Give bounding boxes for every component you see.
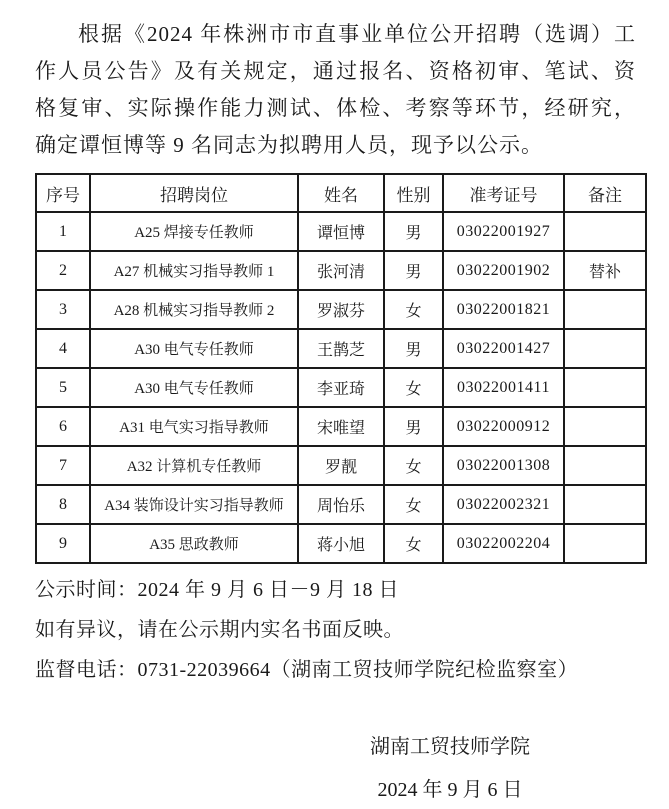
cell-gender: 男 bbox=[384, 329, 443, 368]
cell-seq: 5 bbox=[36, 368, 90, 407]
publicity-period-line: 公示时间：2024 年 9 月 6 日－9 月 18 日 bbox=[35, 579, 399, 601]
table-row bbox=[36, 251, 646, 290]
cell-position: A30 电气专任教师 bbox=[90, 368, 298, 407]
column-header: 姓名 bbox=[298, 174, 384, 212]
signature-block bbox=[0, 732, 669, 805]
table-row bbox=[36, 329, 646, 368]
cell-name: 谭恒博 bbox=[298, 212, 384, 251]
cell-ticket-no: 03022001411 bbox=[443, 368, 564, 407]
table-row bbox=[36, 446, 646, 485]
cell-gender: 女 bbox=[384, 485, 443, 524]
cell-ticket-no: 03022002321 bbox=[443, 485, 564, 524]
cell-seq: 7 bbox=[36, 446, 90, 485]
cell-position: A32 计算机专任教师 bbox=[90, 446, 298, 485]
table-header-row bbox=[36, 174, 646, 212]
cell-remark bbox=[564, 212, 646, 251]
column-header: 招聘岗位 bbox=[90, 174, 298, 212]
cell-seq: 4 bbox=[36, 329, 90, 368]
cell-seq: 9 bbox=[36, 524, 90, 563]
cell-name: 李亚琦 bbox=[298, 368, 384, 407]
cell-position: A35 思政教师 bbox=[90, 524, 298, 563]
cell-ticket-no: 03022001308 bbox=[443, 446, 564, 485]
announcement-notes bbox=[35, 570, 669, 690]
cell-remark bbox=[564, 368, 646, 407]
table-row bbox=[36, 524, 646, 563]
cell-remark: 替补 bbox=[564, 251, 646, 290]
cell-ticket-no: 03022001821 bbox=[443, 290, 564, 329]
cell-seq: 1 bbox=[36, 212, 90, 251]
preamble-line: 根据《2024 年株洲市市直事业单位公开招聘（选调）工 bbox=[78, 22, 636, 46]
cell-seq: 6 bbox=[36, 407, 90, 446]
announcement-preamble bbox=[35, 16, 636, 164]
column-header: 备注 bbox=[564, 174, 646, 212]
cell-gender: 男 bbox=[384, 407, 443, 446]
cell-seq: 2 bbox=[36, 251, 90, 290]
column-header: 序号 bbox=[36, 174, 90, 212]
signature-organization: 湖南工贸技师学院 bbox=[370, 736, 530, 758]
cell-remark bbox=[564, 524, 646, 563]
cell-name: 宋唯望 bbox=[298, 407, 384, 446]
cell-position: A31 电气实习指导教师 bbox=[90, 407, 298, 446]
cell-gender: 女 bbox=[384, 368, 443, 407]
signature-date: 2024 年 9 月 6 日 bbox=[377, 779, 523, 801]
preamble-line: 格复审、实际操作能力测试、体检、考察等环节，经研究， bbox=[35, 96, 636, 120]
candidate-roster-table bbox=[35, 173, 647, 564]
table-row bbox=[36, 407, 646, 446]
column-header: 准考证号 bbox=[443, 174, 564, 212]
table-row bbox=[36, 290, 646, 329]
table-body bbox=[36, 212, 646, 563]
cell-remark bbox=[564, 485, 646, 524]
preamble-line: 作人员公告》及有关规定，通过报名、资格初审、笔试、资 bbox=[35, 59, 636, 83]
table-row bbox=[36, 485, 646, 524]
cell-position: A34 装饰设计实习指导教师 bbox=[90, 485, 298, 524]
cell-gender: 男 bbox=[384, 251, 443, 290]
cell-gender: 男 bbox=[384, 212, 443, 251]
column-header: 性别 bbox=[384, 174, 443, 212]
cell-remark bbox=[564, 290, 646, 329]
cell-name: 周怡乐 bbox=[298, 485, 384, 524]
cell-remark bbox=[564, 407, 646, 446]
cell-position: A30 电气专任教师 bbox=[90, 329, 298, 368]
cell-name: 蒋小旭 bbox=[298, 524, 384, 563]
cell-ticket-no: 03022001927 bbox=[443, 212, 564, 251]
cell-ticket-no: 03022000912 bbox=[443, 407, 564, 446]
preamble-line: 确定谭恒博等 9 名同志为拟聘用人员，现予以公示。 bbox=[35, 133, 543, 157]
table-row bbox=[36, 212, 646, 251]
cell-position: A25 焊接专任教师 bbox=[90, 212, 298, 251]
table-row bbox=[36, 368, 646, 407]
cell-position: A28 机械实习指导教师 2 bbox=[90, 290, 298, 329]
cell-ticket-no: 03022002204 bbox=[443, 524, 564, 563]
cell-ticket-no: 03022001427 bbox=[443, 329, 564, 368]
cell-ticket-no: 03022001902 bbox=[443, 251, 564, 290]
cell-gender: 女 bbox=[384, 290, 443, 329]
cell-gender: 女 bbox=[384, 446, 443, 485]
cell-position: A27 机械实习指导教师 1 bbox=[90, 251, 298, 290]
cell-seq: 3 bbox=[36, 290, 90, 329]
cell-remark bbox=[564, 446, 646, 485]
cell-remark bbox=[564, 329, 646, 368]
cell-name: 罗靓 bbox=[298, 446, 384, 485]
cell-name: 张河清 bbox=[298, 251, 384, 290]
cell-name: 罗淑芬 bbox=[298, 290, 384, 329]
objection-notice-line: 如有异议，请在公示期内实名书面反映。 bbox=[35, 619, 404, 641]
cell-name: 王鹊芝 bbox=[298, 329, 384, 368]
supervision-phone-line: 监督电话：0731-22039664（湖南工贸技师学院纪检监察室） bbox=[35, 659, 579, 681]
cell-seq: 8 bbox=[36, 485, 90, 524]
cell-gender: 女 bbox=[384, 524, 443, 563]
